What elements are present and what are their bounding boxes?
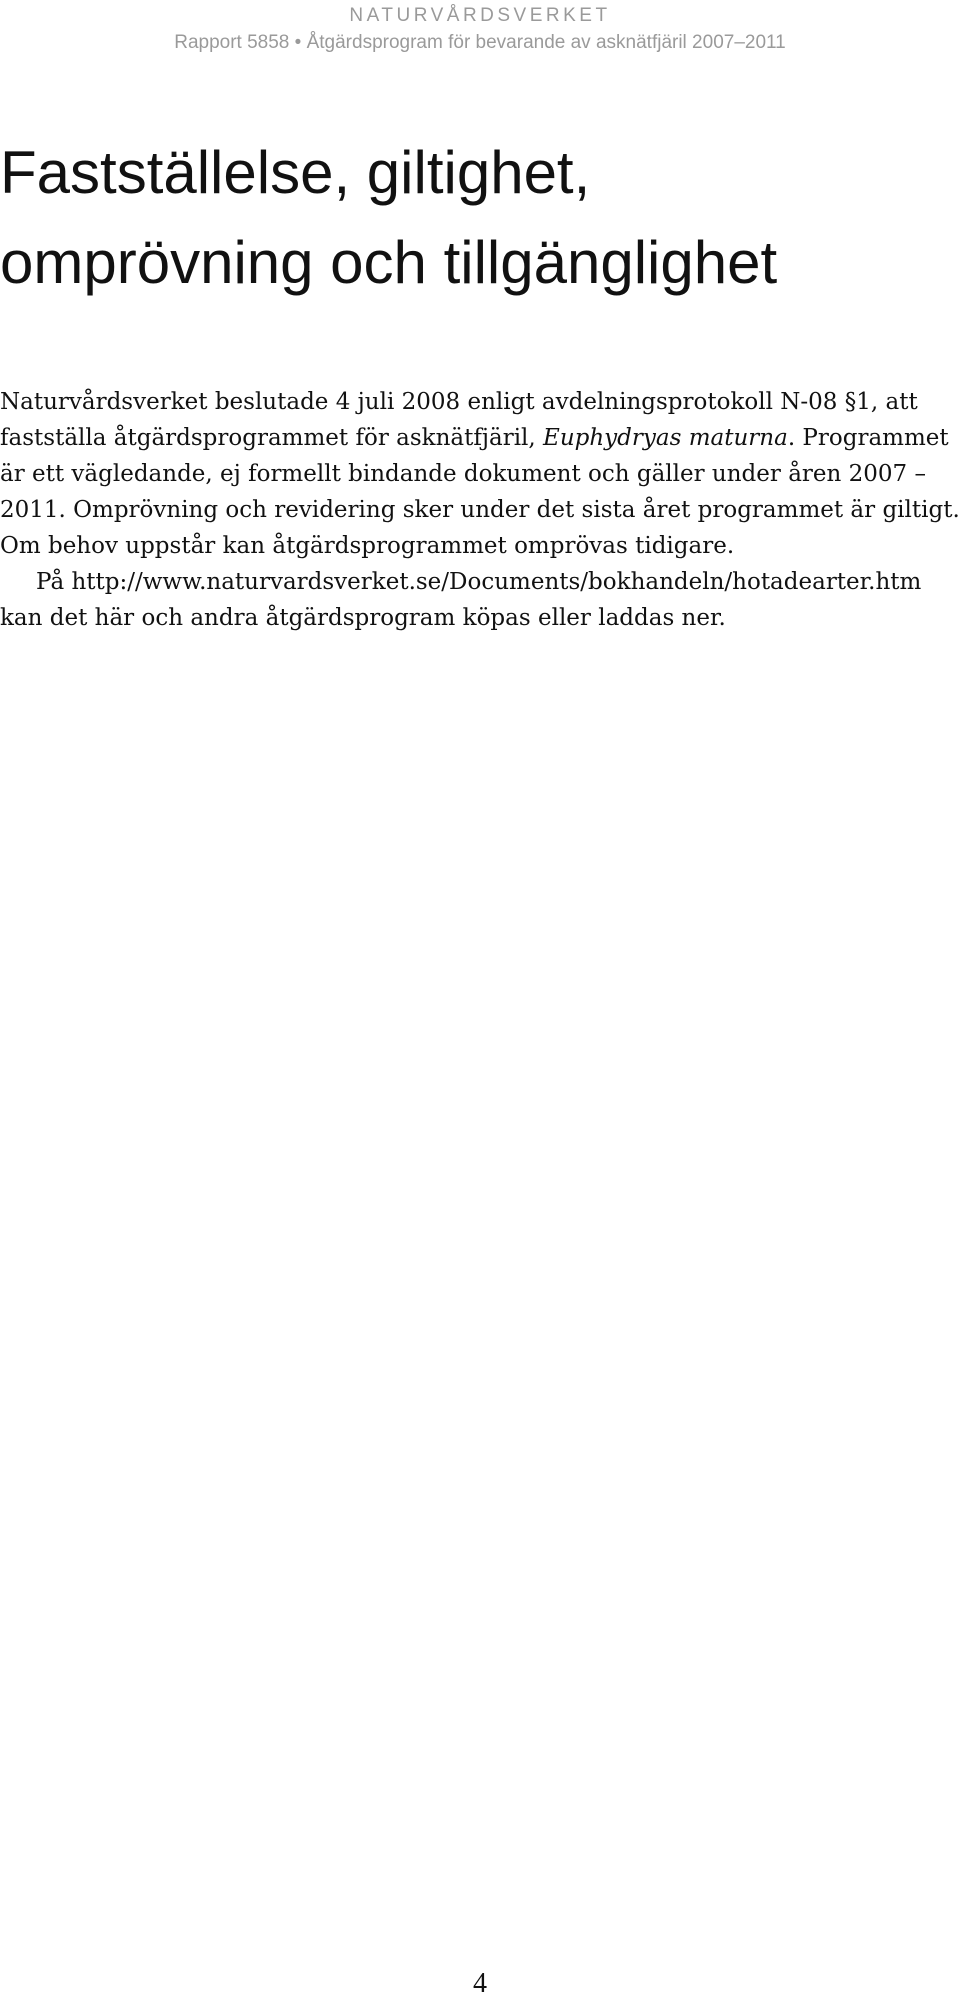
- page-title-line-2: omprövning och tillgänglighet: [0, 229, 778, 296]
- page-number: 4: [473, 1968, 487, 1999]
- publisher-name: NATURVÅRDSVERKET: [349, 5, 611, 26]
- running-header: [0, 4, 960, 56]
- decision-text-end: . Programmet är ett vägledande, ej formellt bindande dokument och gäller under åren 2007 – 2011. Omprövning och revidering sker under det sista året programmet är giltigt. Om behov uppstår kan åtgärdsprogrammet omprövas tidigare.: [0, 425, 960, 559]
- body-text: [0, 384, 960, 636]
- page-title: [0, 128, 960, 308]
- availability-paragraph: På http://www.naturvardsverket.se/Documents/bokhandeln/hotadearter.htm kan det här och andra åtgärdsprogram köpas eller laddas ner.: [0, 569, 922, 631]
- page-title-line-1: Fastställelse, giltighet,: [0, 139, 591, 206]
- decision-paragraph: [0, 384, 960, 564]
- decision-text-start: Naturvårdsverket beslutade 4 juli 2008 enligt avdelningsprotokoll N-08 §1, att fastställa åtgärdsprogrammet för asknätfjäril,: [0, 389, 918, 451]
- report-title-line: Rapport 5858 • Åtgärdsprogram för bevarande av asknätfjäril 2007–2011: [174, 32, 786, 53]
- species-name: Euphydryas maturna: [543, 425, 788, 451]
